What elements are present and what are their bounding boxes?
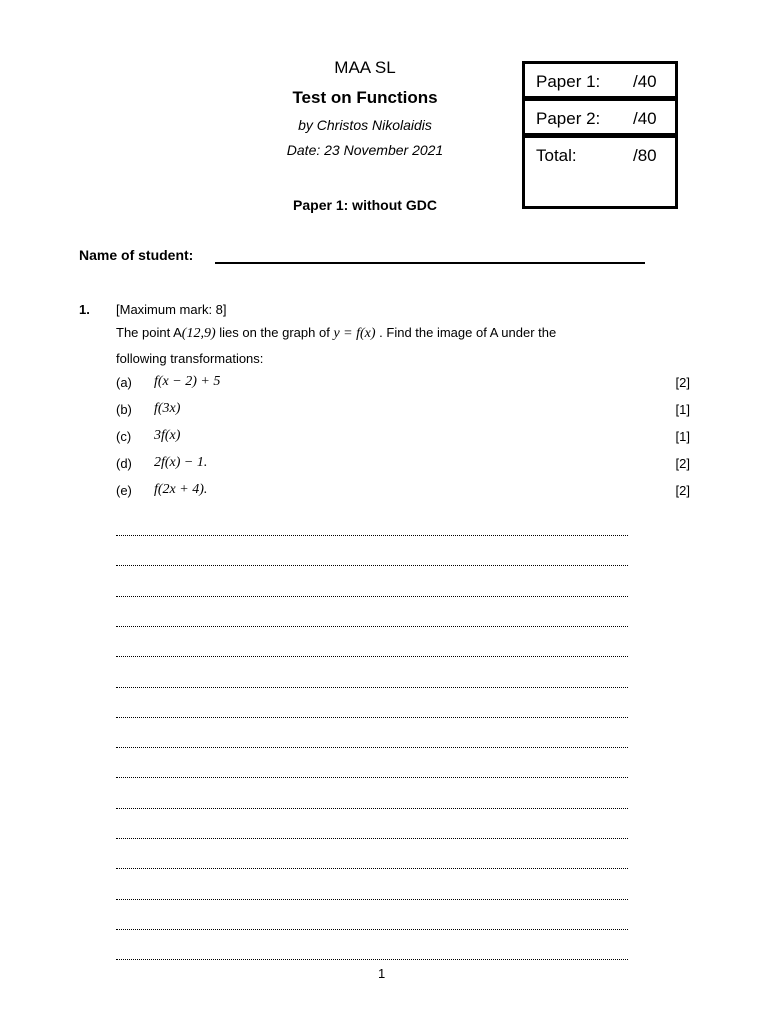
answer-line[interactable] [116, 808, 628, 809]
score-box-label: Total: [536, 146, 577, 165]
stem-text: . Find the image of A under the [379, 325, 557, 340]
answer-line[interactable] [116, 596, 628, 597]
part-label: (b) [116, 402, 132, 417]
part-marks: [2] [675, 483, 690, 498]
part-label: (e) [116, 483, 132, 498]
answer-line[interactable] [116, 868, 628, 869]
question-part-b [116, 402, 690, 422]
part-label: (d) [116, 456, 132, 471]
part-expression: f(x − 2) + 5 [154, 374, 221, 389]
part-label: (c) [116, 429, 132, 444]
answer-line[interactable] [116, 626, 628, 627]
score-box-value: /80 [633, 146, 657, 165]
paper-heading: Paper 1: without GDC [293, 197, 437, 213]
stem-text: lies on the graph of [219, 325, 330, 340]
question-part-d [116, 456, 690, 476]
answer-line[interactable] [116, 535, 628, 536]
part-marks: [2] [675, 375, 690, 390]
part-marks: [2] [675, 456, 690, 471]
answer-line[interactable] [116, 717, 628, 718]
question-part-e [116, 483, 690, 503]
question-number: 1. [79, 302, 90, 317]
question-part-c [116, 429, 690, 449]
date-line: Date: 23 November 2021 [286, 142, 444, 158]
author-line: by Christos Nikolaidis [298, 117, 432, 133]
answer-line[interactable] [116, 777, 628, 778]
course-title: MAA SL [334, 58, 396, 77]
score-box-label: Paper 1: [536, 72, 601, 91]
stem-text: The point A [116, 325, 182, 340]
question-part-a [116, 375, 690, 395]
answer-line[interactable] [116, 747, 628, 748]
answer-line[interactable] [116, 929, 628, 930]
part-expression: f(3x) [154, 401, 181, 416]
student-name-label: Name of student: [79, 247, 194, 263]
part-expression: f(2x + 4). [154, 482, 208, 497]
score-box-paper-1 [522, 61, 678, 99]
part-expression: 2f(x) − 1. [154, 455, 208, 470]
student-name-field[interactable] [215, 262, 645, 264]
score-box-total [522, 135, 678, 209]
answer-line[interactable] [116, 838, 628, 839]
score-box-label: Paper 2: [536, 109, 601, 128]
answer-line[interactable] [116, 959, 628, 960]
question-stem-line-1 [116, 325, 556, 342]
part-marks: [1] [675, 402, 690, 417]
score-box-paper-2 [522, 98, 678, 136]
part-expression: 3f(x) [154, 428, 181, 443]
question-stem-line-2: following transformations: [116, 351, 264, 366]
part-label: (a) [116, 375, 132, 390]
answer-line[interactable] [116, 687, 628, 688]
max-mark: [Maximum mark: 8] [116, 302, 227, 317]
answer-line[interactable] [116, 899, 628, 900]
score-box-value: /40 [633, 109, 657, 128]
stem-point: (12,9) [181, 326, 216, 341]
stem-function: y = f(x) [333, 326, 376, 341]
answer-line[interactable] [116, 656, 628, 657]
part-marks: [1] [675, 429, 690, 444]
score-box-value: /40 [633, 72, 657, 91]
answer-line[interactable] [116, 565, 628, 566]
page-number: 1 [378, 966, 386, 981]
test-title: Test on Functions [292, 88, 438, 107]
